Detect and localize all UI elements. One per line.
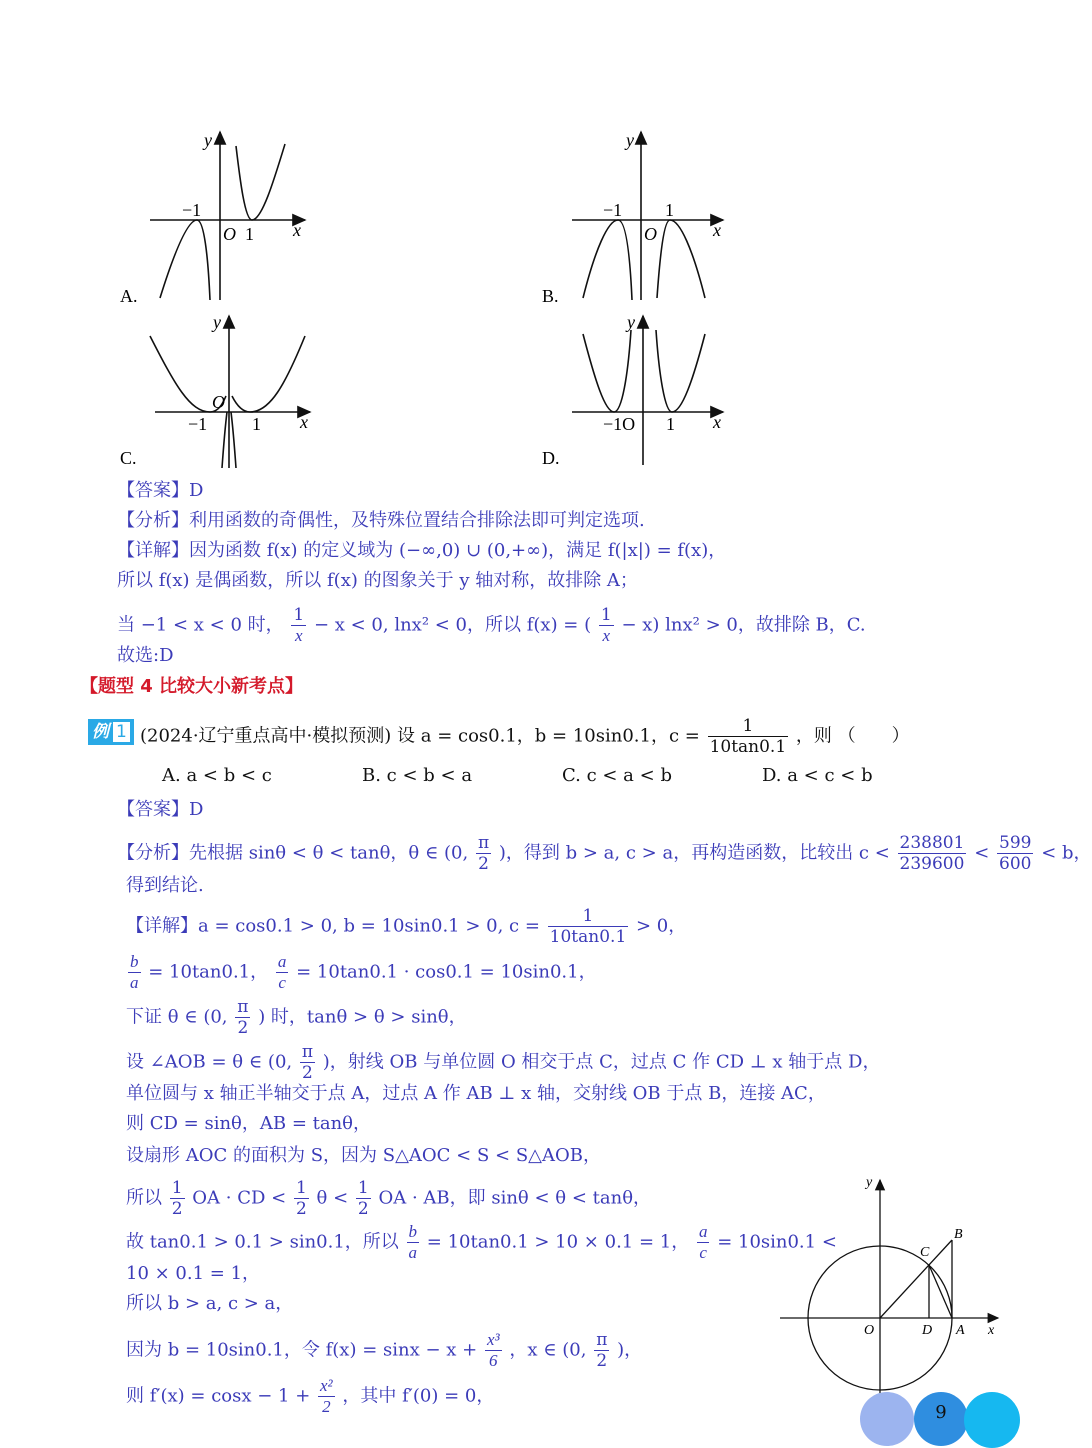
graph-b-x-label: x	[713, 220, 721, 240]
graph-a-origin: O	[223, 224, 236, 244]
sol-answer: 【答案】D	[117, 799, 204, 820]
example-stem: (2024·辽宁重点高中·模拟预测) 设 a = cos0.1，b = 10sin0.1，c = $\frac{1}{10\tan 0.1}$ ，则 （ ）	[140, 716, 910, 757]
frac-pi-over-2-c: $\frac{\pi}{2}$	[301, 1042, 314, 1083]
circle-c-label: C	[920, 1245, 930, 1260]
sol-detail-5: 单位圆与 x 轴正半轴交于点 A，过点 A 作 AB ⊥ x 轴，交射线 OB 于点 B，连接 AC，	[126, 1083, 826, 1104]
sol-analysis-end: 得到结论.	[126, 875, 204, 896]
sol-analysis: 【分析】先根据 sinθ < θ < tanθ，θ ∈ (0, $\frac{\pi}{2}$ )，得到 b > a, c > a，再构造函数，比较出 c < $\frac{238801}{239600}$ < $\frac{599}{600}$ < b，	[117, 833, 1092, 874]
choice-d[interactable]: D. a < c < b	[762, 765, 873, 786]
sol-detail-13: 则 f′(x) = cosx − 1 + $\frac{\text{x²}}{2}$ ，其中 f′(0) = 0，	[126, 1376, 495, 1416]
choice-a[interactable]: A. a < b < c	[162, 765, 272, 786]
graph-d-one: 1	[666, 414, 675, 434]
graph-d-x-label: x	[713, 412, 721, 432]
unit-circle-figure	[770, 1170, 1010, 1400]
sol-detail-12: 因为 b = 10sin0.1，令 f(x) = sinx − x + $\frac{\text{x³}}{6}$ ，x ∈ (0, $\frac{\pi}{2}$ )，	[126, 1330, 643, 1371]
page-number: 9	[935, 1402, 947, 1423]
circle-a-label: A	[956, 1323, 965, 1338]
frac-pi-over-2-d: $\frac{\pi}{2}$	[596, 1330, 608, 1371]
graph-b	[572, 132, 723, 300]
circle-d-label: D	[922, 1323, 933, 1338]
q1-detail-3a: 当 −1 < x < 0 时，	[117, 614, 284, 636]
q1-analysis: 【分析】利用函数的奇偶性，及特殊位置结合排除法即可判定选项.	[117, 510, 645, 531]
circle-o-label: O	[864, 1323, 875, 1338]
graph-c-minus-one: −1	[188, 414, 208, 434]
graph-c	[150, 316, 310, 468]
frac-b-over-a-2: $\frac{b}{a}$	[408, 1222, 418, 1262]
example-c-fraction: $\frac{1}{10\tan 0.1}$	[709, 716, 787, 757]
decor-circle-1	[860, 1392, 914, 1446]
graph-a-label: A.	[120, 286, 138, 306]
frac-1-over-x: $\frac{1}{x}$	[293, 605, 305, 645]
sol-detail-10: 10 × 0.1 = 1，	[126, 1263, 261, 1284]
graph-b-one: 1	[665, 200, 674, 220]
sol-detail-1: 【详解】a = cos0.1 > 0, b = 10sin0.1 > 0, c = $\frac{1}{10\tan 0.1}$ > 0，	[126, 906, 687, 947]
detail-c-fraction: $\frac{1}{10\tan 0.1}$	[549, 906, 627, 947]
graph-d	[572, 316, 723, 465]
q1-detail-3	[117, 605, 866, 646]
frac-half-b: $\frac{1}{2}$	[295, 1178, 307, 1219]
q1-detail-1: 【详解】因为函数 f(x) 的定义域为 (−∞,0) ∪ (0,+∞)，满足 f(|x|) = f(x)，	[117, 540, 727, 561]
decor-circle-3	[964, 1392, 1020, 1448]
q1-detail-2: 所以 f(x) 是偶函数，所以 f(x) 的图象关于 y 轴对称，故排除 A；	[117, 570, 638, 591]
graph-d-label: D.	[542, 448, 560, 468]
frac-x2-over-2: $\frac{\text{x²}}{2}$	[320, 1376, 333, 1416]
q1-detail-3c: − x) lnx² > 0，故排除 B，C.	[621, 614, 866, 636]
graph-c-one: 1	[252, 414, 261, 434]
graph-a-x-label: x	[293, 220, 301, 240]
graph-d-y-label: y	[627, 312, 635, 332]
sol-detail-3: 下证 θ ∈ (0, $\frac{\pi}{2}$ ) 时，tanθ > θ > sinθ，	[126, 997, 467, 1038]
graph-a-one: 1	[245, 224, 254, 244]
frac-x3-over-6: $\frac{\text{x³}}{6}$	[486, 1330, 500, 1370]
choice-b[interactable]: B. c < b < a	[362, 765, 473, 786]
option-graphs	[0, 120, 1080, 480]
frac-a-over-c: $\frac{a}{c}$	[277, 952, 287, 992]
frac-b-over-a: $\frac{b}{a}$	[130, 952, 139, 992]
section-title: 【题型 4 比较大小新考点】	[80, 676, 304, 697]
frac-pi-over-2-b: $\frac{\pi}{2}$	[237, 997, 249, 1038]
circle-y-label: y	[866, 1175, 873, 1190]
example-badge: 例 1	[88, 719, 134, 745]
frac-half-a: $\frac{1}{2}$	[171, 1178, 183, 1219]
sol-detail-6: 则 CD = sinθ，AB = tanθ，	[126, 1113, 372, 1134]
graph-a-y-label: y	[204, 130, 212, 150]
frac-1-over-x-2: $\frac{1}{x}$	[600, 605, 612, 645]
q1-detail-3b: − x < 0, lnx² < 0，所以 f(x) = (	[313, 614, 592, 636]
graph-b-label: B.	[542, 286, 559, 306]
sol-detail-9: 故 tan0.1 > 0.1 > sin0.1，所以 $\frac{b}{a}$ = 10tan0.1 > 10 × 0.1 = 1， $\frac{a}{c}$ = 10sin0.1 <	[126, 1222, 837, 1262]
frac-pi-over-2: $\frac{\pi}{2}$	[477, 833, 490, 874]
frac-599-600: $\frac{599}{600}$	[999, 833, 1032, 874]
sol-detail-4: 设 ∠AOB = θ ∈ (0, $\frac{\pi}{2}$ )，射线 OB 与单位圆 O 相交于点 C，过点 C 作 CD ⊥ x 轴于点 D，	[126, 1042, 881, 1083]
graph-d-minus-one-origin: −1O	[603, 414, 636, 434]
circle-x-label: x	[988, 1323, 995, 1338]
frac-half-c: $\frac{1}{2}$	[357, 1178, 369, 1219]
q1-choose: 故选:D	[117, 645, 174, 666]
sol-detail-8: 所以 $\frac{1}{2}$ OA · CD < $\frac{1}{2}$ θ < $\frac{1}{2}$ OA · AB，即 sinθ < θ < tanθ，	[126, 1178, 652, 1219]
graph-a	[150, 132, 305, 300]
graph-b-minus-one: −1	[603, 200, 623, 220]
frac-238801-239600: $\frac{238801}{239600}$	[899, 833, 965, 874]
choice-c[interactable]: C. c < a < b	[562, 765, 672, 786]
sol-detail-7: 设扇形 AOC 的面积为 S，因为 S△AOC < S < S△AOB，	[126, 1145, 601, 1166]
graph-c-label: C.	[120, 448, 137, 468]
q1-answer: 【答案】D	[117, 480, 204, 501]
graph-a-minus-one: −1	[182, 200, 202, 220]
circle-b-label: B	[954, 1227, 963, 1242]
graph-b-y-label: y	[626, 130, 634, 150]
sol-detail-2: $\frac{b}{a}$ = 10tan0.1， $\frac{a}{c}$ = 10tan0.1 · cos0.1 = 10sin0.1，	[130, 952, 597, 992]
graph-c-origin: O	[212, 392, 225, 412]
graph-c-y-label: y	[213, 312, 221, 332]
graph-b-origin: O	[644, 224, 657, 244]
sol-detail-11: 所以 b > a, c > a，	[126, 1293, 294, 1314]
frac-a-over-c-2: $\frac{a}{c}$	[698, 1222, 708, 1262]
page-number-decoration	[860, 1392, 1020, 1437]
graph-c-x-label: x	[300, 412, 308, 432]
